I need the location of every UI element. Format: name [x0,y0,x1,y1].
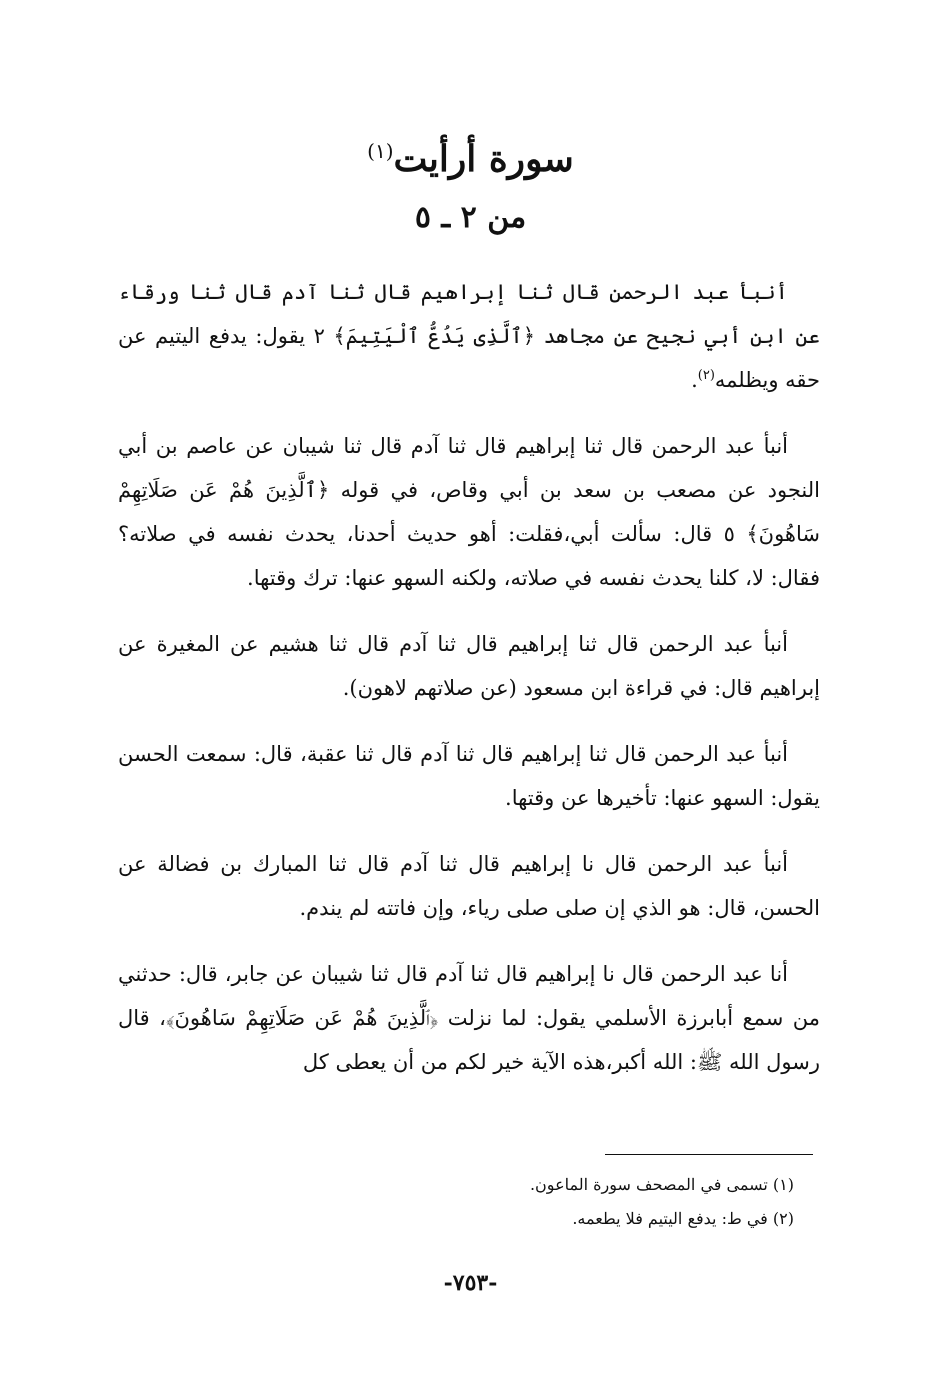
footnote-marker-1: (١) [367,139,394,163]
footnote-marker-2: (٢) [697,368,715,383]
footnote-divider [605,1154,813,1155]
footnotes [118,1168,794,1236]
paragraph-4: أنبأ عبد الرحمن قال ثنا إبراهيم قال ثنا آدم قال ثنا عقبة، قال: سمعت الحسن يقول: السهو عنها: تأخيرها عن وقتها. [118,742,820,810]
paragraph-5: أنبأ عبد الرحمن قال نا إبراهيم قال ثنا آدم قال ثنا المبارك بن فضالة عن الحسن، قال: هو الذي إن صلى صلى رياء، وإن فاتته لم يندم. [118,852,820,920]
page-number: -٧٥٣- [443,1270,498,1296]
paragraph-3: أنبأ عبد الرحمن قال ثنا إبراهيم قال ثنا آدم قال ثنا هشيم عن المغيرة عن إبراهيم قال: في قراءة ابن مسعود (عن صلاتهم لاهون). [118,632,820,700]
paragraph-2: أنبأ عبد الرحمن قال ثنا إبراهيم قال ثنا آدم قال ثنا شيبان عن عاصم بن أبي النجود عن مصعب بن سعد بن أبي وقاص، في قوله ﴿ٱلَّذِينَ هُمْ عَن صَلَاتِهِمْ سَاهُونَ﴾ ٥ قال: سألت أبي،فقلت: أهو حديث أحدنا، يحدث نفسه في صلاته؟ فقال: لا، كلنا يحدث نفسه في صلاته، ولكنه السهو عنها: ترك وقتها. [118,434,820,590]
footnote-2: (٢) في ط: يدفع اليتيم فلا يطعمه. [572,1209,794,1228]
text-body [118,270,820,1106]
verse-range: من ٢ ـ ٥ [414,200,527,235]
paragraph-1-tail: . [691,368,698,392]
paragraph-1-text: أنبأ عبد الرحمن قال ثنا إبراهيم قال ثنا آدم قال ثنا ورقاء عن ابن أبي نجيح عن مجاهد ﴿ٱلَّذِى يَدُعُّ ٱلْيَتِيمَ﴾ ٢ يقول: يدفع اليتيم عن حقه ويظلمه [118,280,821,392]
paragraph-1 [118,270,820,402]
paragraph-6: أنا عبد الرحمن قال نا إبراهيم قال ثنا آدم قال ثنا شيبان عن جابر، قال: حدثني من سمع أبابرزة الأسلمي يقول: لما نزلت ﴿ٱلَّذِينَ هُمْ عَن صَلَاتِهِمْ سَاهُونَ﴾، قال رسول الله ﷺ: الله أكبر،هذه الآية خير لكم من أن يعطى كل [118,962,820,1074]
surah-title [0,138,941,180]
surah-title-text: سورة أرأيت [393,138,574,180]
footnote-1: (١) تسمى في المصحف سورة الماعون. [529,1175,794,1194]
